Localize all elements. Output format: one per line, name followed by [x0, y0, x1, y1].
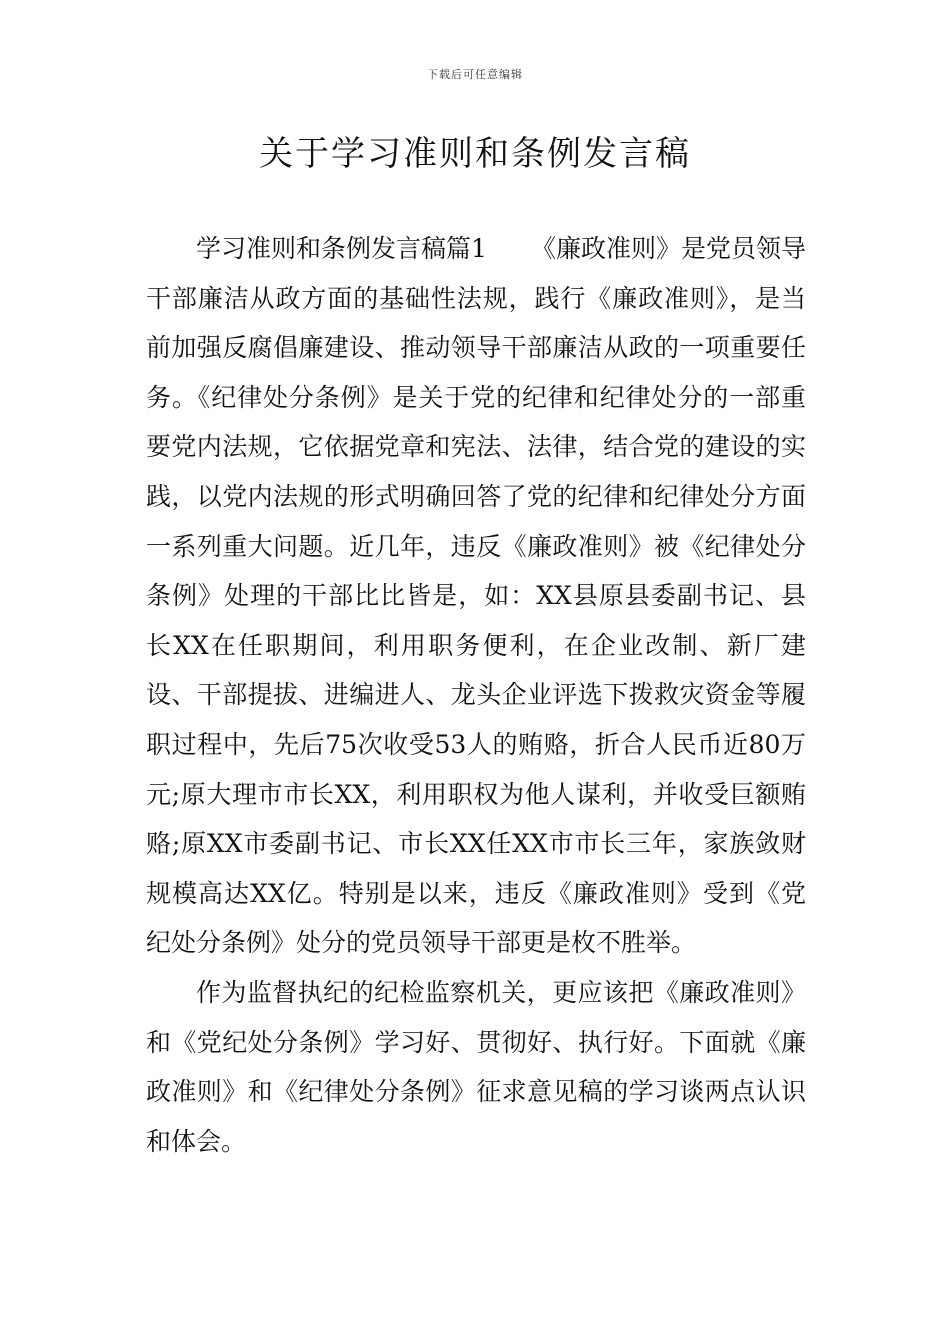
paragraph-1-body: 《廉政准则》是党员领导干部廉洁从政方面的基础性法规，践行《廉政准则》，是当前加强反腐倡廉建设、推动领导干部廉洁从政的一项重要任务。《纪律处分条例》是关于党的纪律和纪律处分的一部重要党内法规，它依据党章和宪法、法律，结合党的建设的实践，以党内法规的形式明确回答了党的纪律和纪律处分方面一系列重大问题。近几年，违反《廉政准则》被《纪律处分条例》处理的干部比比皆是，如：XX县原县委副书记、县长XX在任职期间，利用职务便利，在企业改制、新厂建设、干部提拔、进编进人、龙头企业评选下拨救灾资金等履职过程中，先后75次收受53人的贿赂，折合人民币近80万元;原大理市市长XX，利用职权为他人谋利，并收受巨额贿赂;原XX市委副书记、市长XX任XX市市长三年，家族敛财规模高达XX亿。特别是以来，违反《廉政准则》受到《党纪处分条例》处分的党员领导干部更是枚不胜举。 — [146, 234, 806, 958]
document-body — [146, 224, 806, 1166]
paragraph-1 — [146, 224, 806, 968]
paragraph-2: 作为监督执纪的纪检监察机关，更应该把《廉政准则》和《党纪处分条例》学习好、贯彻好、执行好。下面就《廉政准则》和《纪律处分条例》征求意见稿的学习谈两点认识和体会。 — [146, 977, 806, 1156]
paragraph-1-lead: 学习准则和条例发言稿篇1 — [196, 234, 487, 263]
header-note: 下载后可任意编辑 — [427, 68, 523, 81]
document-title: 关于学习准则和条例发言稿 — [259, 134, 691, 174]
